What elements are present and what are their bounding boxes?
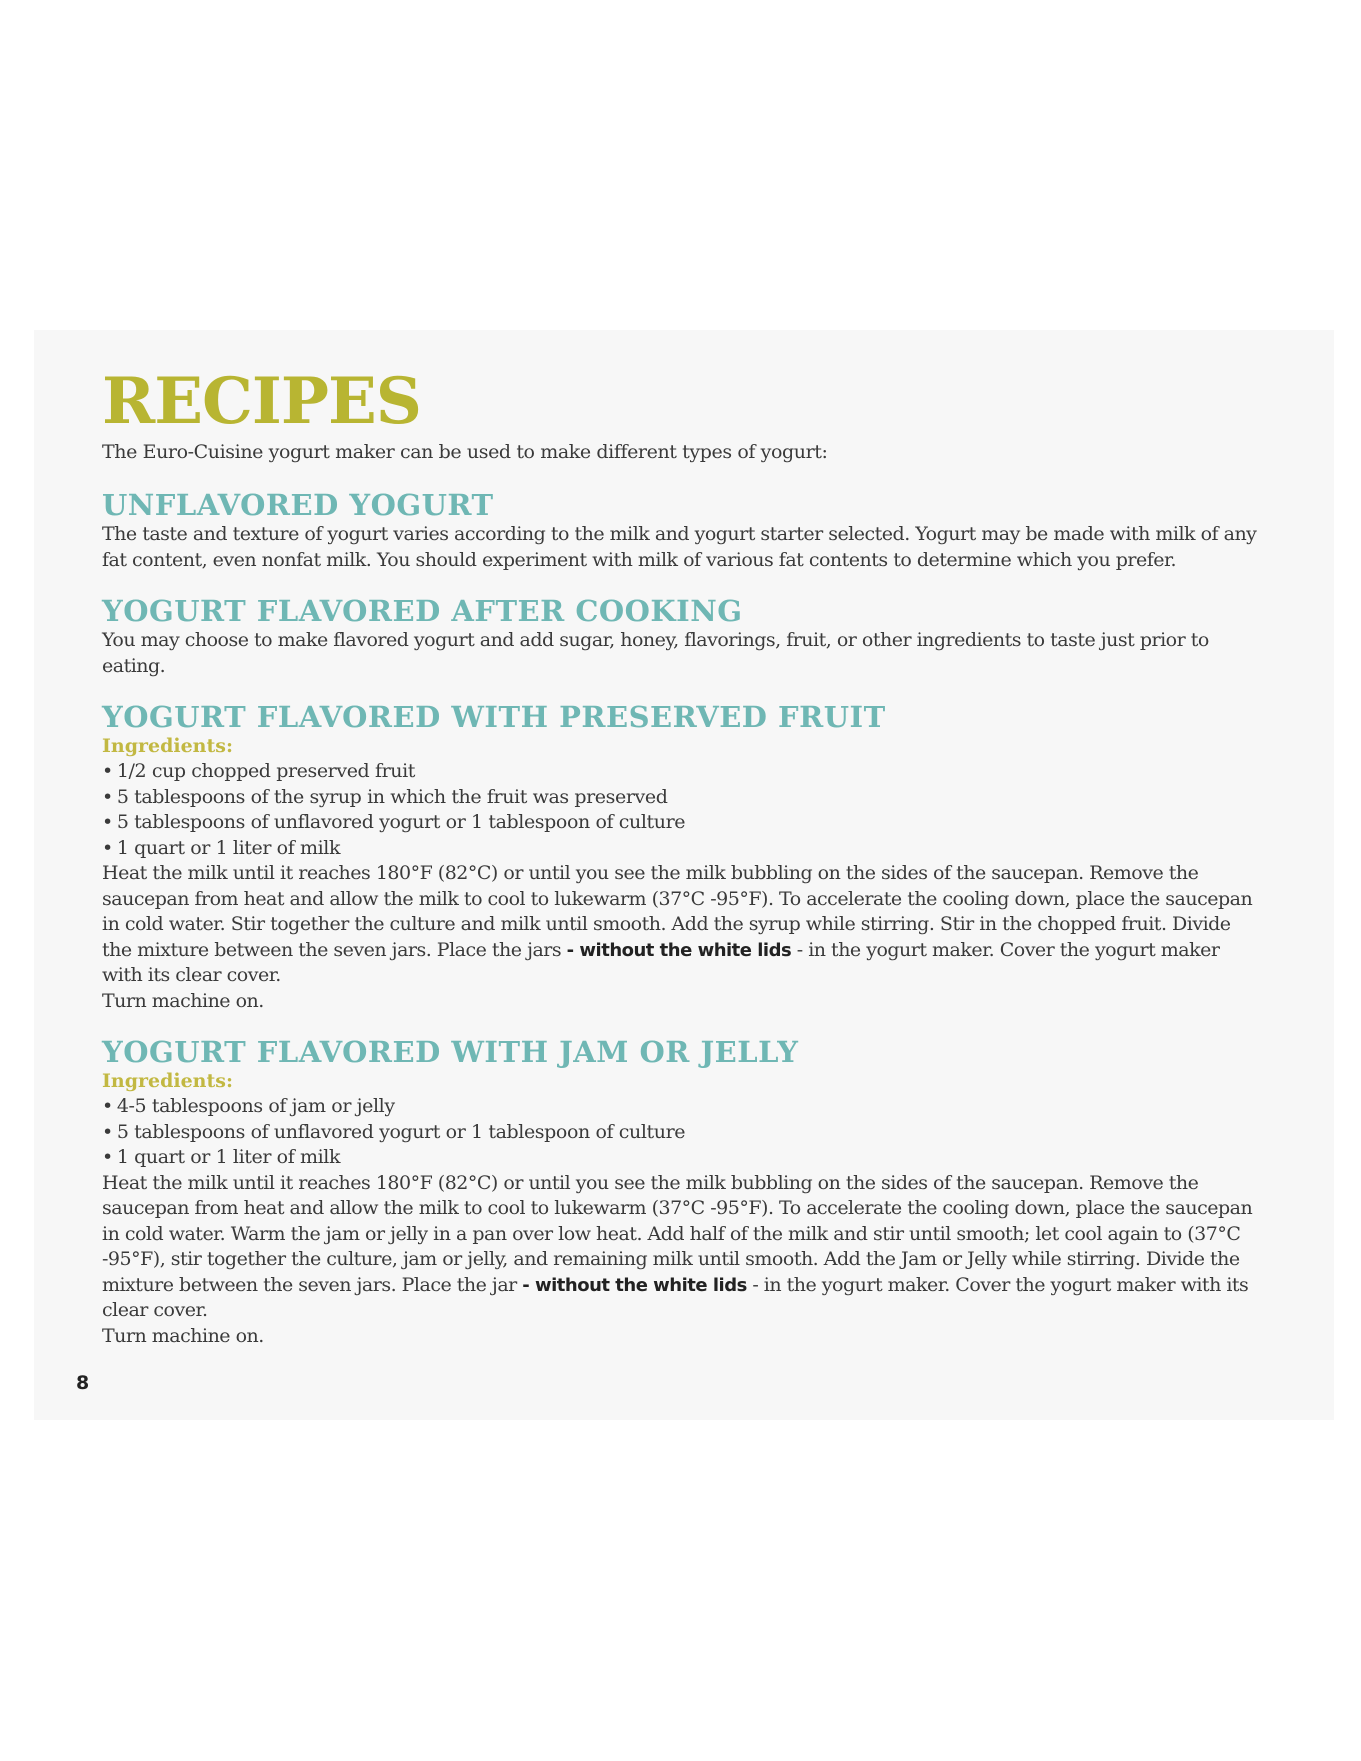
method-text: Heat the milk until it reaches 180°F (82°C) or until you see the milk bubbling on the sides of the saucepan. Remove the saucepan from heat and allow the milk to cool to lukewarm (37°C -95°F). To accelerate the cooling down, place the saucepan in cold water. Warm the jam or jelly in a pan over low heat. Add half of the milk and stir until smooth; let cool again to (37°C -95°F), stir together the culture, jam or jelly, and remaining milk until smooth. Add the Jam or Jelly while stirring. Divide the mixture between the seven jars. Place the jar - without the white lids - in the yogurt maker. Cover the yogurt maker with its clear cover.	[102, 1171, 1253, 1321]
intro-text: The Euro-Cuisine yogurt maker can be used to make different types of yogurt:	[102, 441, 828, 463]
ingredient-item: • 1 quart or 1 liter of milk	[102, 836, 341, 859]
ingredient-item: • 1/2 cup chopped preserved fruit	[102, 760, 416, 782]
method-emphasis: - without the white lids	[566, 939, 792, 961]
ingredient-item: • 5 tablespoons of unflavored yogurt or 1 tablespoon of culture	[102, 1120, 686, 1143]
bullet-icon: •	[102, 760, 113, 782]
ingredient-item: • 5 tablespoons of unflavored yogurt or 1 tablespoon of culture	[102, 811, 686, 833]
bullet-icon: •	[102, 1095, 113, 1117]
bullet-icon: •	[102, 785, 113, 808]
ingredients-heading: Ingredients:	[102, 1070, 233, 1092]
section-heading: UNFLAVORED YOGURT	[102, 488, 494, 522]
method-emphasis: - without the white lids	[522, 1274, 747, 1296]
bullet-icon: •	[102, 811, 113, 833]
ingredients-list	[102, 759, 1262, 861]
section-heading: YOGURT FLAVORED WITH JAM OR JELLY	[102, 1035, 799, 1069]
recipes-content	[102, 364, 1262, 1349]
section-heading: YOGURT FLAVORED AFTER COOKING	[102, 594, 743, 628]
section-heading: YOGURT FLAVORED WITH PRESERVED FRUIT	[102, 700, 886, 734]
ingredient-item: • 4-5 tablespoons of jam or jelly	[102, 1095, 395, 1117]
ingredients-list	[102, 1094, 1262, 1171]
bullet-icon: •	[102, 836, 113, 859]
ingredient-item: • 5 tablespoons of the syrup in which the fruit was preserved	[102, 785, 668, 808]
section-text: You may choose to make flavored yogurt and add sugar, honey, flavorings, fruit, or other ingredients to taste just prior to eating.	[102, 629, 1209, 677]
section-jam-or-jelly	[102, 1035, 1262, 1349]
section-text: The taste and texture of yogurt varies according to the milk and yogurt starter selected. Yogurt may be made with milk of any fat content, even nonfat milk. You should experiment with milk of various fat contents to determine which you prefer.	[102, 523, 1257, 571]
bullet-icon: •	[102, 1146, 113, 1168]
ingredients-heading: Ingredients:	[102, 735, 233, 757]
page-number: 8	[76, 1372, 90, 1394]
method-text: Heat the milk until it reaches 180°F (82°C) or until you see the milk bubbling on the sides of the saucepan. Remove the saucepan from heat and allow the milk to cool to lukewarm (37°C -95°F). To accelerate the cooling down, place the saucepan in cold water. Stir together the culture and milk until smooth. Add the syrup while stirring. Stir in the chopped fruit. Divide the mixture between the seven jars. Place the jars - without the white lids - in the yogurt maker. Cover the yogurt maker with its clear cover.	[102, 862, 1253, 986]
bullet-icon: •	[102, 1120, 113, 1143]
page-title: RECIPES	[102, 364, 421, 439]
section-flavored-after-cooking	[102, 594, 1262, 679]
final-step: Turn machine on.	[102, 1324, 264, 1347]
section-preserved-fruit	[102, 700, 1262, 1014]
section-unflavored-yogurt	[102, 488, 1262, 573]
ingredient-item: • 1 quart or 1 liter of milk	[102, 1146, 341, 1168]
final-step: Turn machine on.	[102, 989, 264, 1012]
